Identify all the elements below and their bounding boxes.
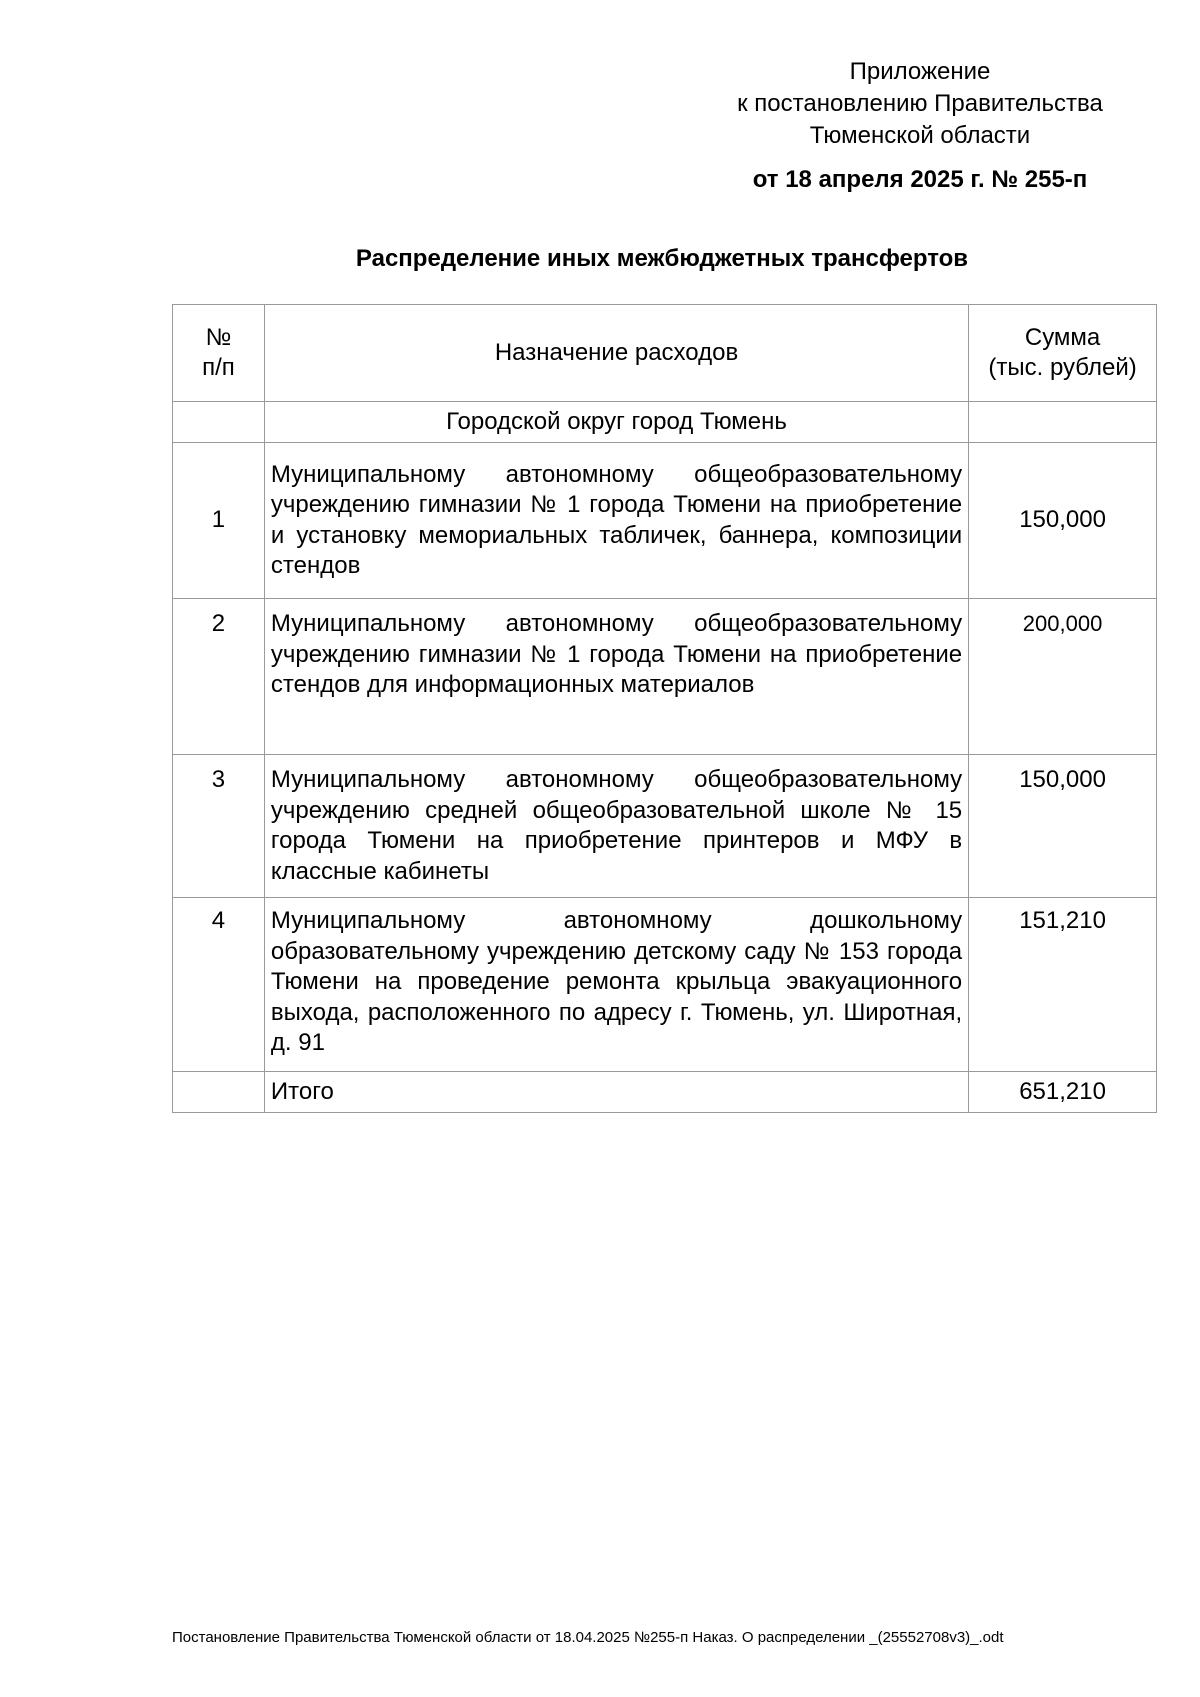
- document-footer: Постановление Правительства Тюменской области от 18.04.2025 №255-п Наказ. О распределении _(25552708v3)_.odt: [172, 1629, 1004, 1646]
- table-row: [173, 599, 1157, 755]
- total-label: Итого: [264, 1072, 968, 1113]
- row-sum: 150,000: [969, 755, 1157, 898]
- table-header-row: [173, 305, 1157, 402]
- appendix-decree-ref: к постановлению Правительства: [737, 90, 1103, 117]
- total-sum: 651,210: [969, 1072, 1157, 1113]
- row-purpose: Муниципальному автономному общеобразовательному учреждению гимназии № 1 города Тюмени на приобретение стендов для информационных материалов: [264, 599, 968, 755]
- appendix-header: [700, 56, 1140, 196]
- header-sum: Сумма (тыс. рублей): [969, 305, 1157, 402]
- header-purpose: Назначение расходов: [264, 305, 968, 402]
- row-purpose: Муниципальному автономному дошкольному образовательному учреждению детскому саду № 153 города Тюмени на проведение ремонта крыльца эвакуационного выхода, расположенного по адресу г. Тюмень, ул. Широтная, д. 91: [264, 898, 968, 1072]
- transfers-table: [172, 304, 1157, 1113]
- group-label: Городской округ город Тюмень: [264, 402, 968, 443]
- appendix-region: Тюменской области: [809, 122, 1031, 149]
- total-row: [173, 1072, 1157, 1113]
- row-number: 3: [173, 755, 265, 898]
- table-row: [173, 755, 1157, 898]
- row-purpose: Муниципальному автономному общеобразовательному учреждению средней общеобразовательной школе № 15 города Тюмени на приобретение принтеров и МФУ в классные кабинеты: [264, 755, 968, 898]
- decree-date-number: от 18 апреля 2025 г. № 255-п: [752, 166, 1088, 193]
- appendix-label: Приложение: [849, 58, 991, 85]
- row-purpose: Муниципальному автономному общеобразовательному учреждению гимназии № 1 города Тюмени на приобретение и установку мемориальных табличек, баннера, композиции стендов: [264, 443, 968, 599]
- row-number: 2: [173, 599, 265, 755]
- header-number: № п/п: [173, 305, 265, 402]
- table-row: [173, 443, 1157, 599]
- document-title: Распределение иных межбюджетных трансфертов: [355, 245, 969, 272]
- table-row: [173, 898, 1157, 1072]
- row-sum: 151,210: [969, 898, 1157, 1072]
- group-row: [173, 402, 1157, 443]
- row-sum: 200,000: [969, 599, 1157, 755]
- row-number: 1: [173, 443, 265, 599]
- row-sum: 150,000: [969, 443, 1157, 599]
- row-number: 4: [173, 898, 265, 1072]
